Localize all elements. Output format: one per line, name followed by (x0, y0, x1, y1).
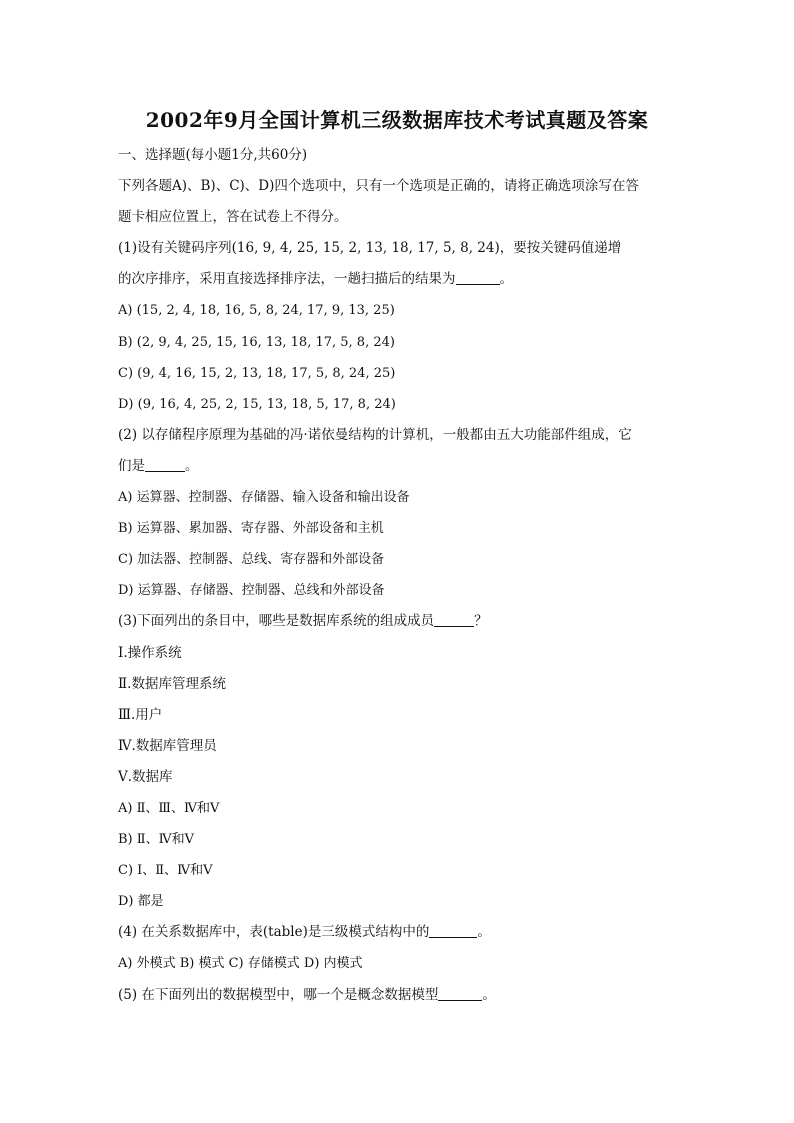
question-3-item-2: Ⅱ.数据库管理系统 (118, 675, 226, 692)
question-3-stem-end: ？ (474, 613, 488, 630)
question-5-stem-text: (5) 在下面列出的数据模型中，哪一个是概念数据模型 (118, 986, 439, 1003)
instructions-line-1: 下列各题A)、B)、C)、D)四个选项中，只有一个选项是正确的，请将正确选项涂写在答 (118, 178, 639, 195)
question-4-stem-text: (4) 在关系数据库中，表(table)是三级模式结构中的 (118, 924, 430, 941)
question-3-stem-text: (3)下面列出的条目中，哪些是数据库系统的组成成员 (118, 613, 435, 630)
question-1-option-c: C) (9, 4, 16, 15, 2, 13, 18, 17, 5, 8, 24, 25) (118, 365, 396, 381)
question-5-stem-end: 。 (482, 986, 496, 1003)
question-2-stem-text: 们是 (118, 457, 145, 474)
question-3-option-b: B) Ⅱ、Ⅳ和Ⅴ (118, 832, 194, 848)
document-body (118, 140, 678, 1011)
question-1-option-b: B) (2, 9, 4, 25, 15, 16, 13, 18, 17, 5, 8, 24) (118, 334, 395, 350)
question-1-option-a: A) (15, 2, 4, 18, 16, 5, 8, 24, 17, 9, 13, 25) (118, 303, 395, 319)
question-2-option-c: C) 加法器、控制器、总线、寄存器和外部设备 (118, 552, 385, 568)
answer-blank (456, 271, 500, 286)
question-4-stem-end: 。 (477, 924, 491, 941)
question-4-stem (118, 917, 678, 948)
question-1-stem-line-1: (1)设有关键码序列(16, 9, 4, 25, 15, 2, 13, 18, 17, 5, 8, 24)，要按关键码值递增 (118, 240, 622, 257)
question-1-stem-line-2 (118, 264, 678, 295)
question-1-stem-text: 的次序排序，采用直接选择排序法，一趟扫描后的结果为 (118, 271, 456, 288)
question-1-option-d: D) (9, 16, 4, 25, 2, 15, 13, 18, 5, 17, 8, 24) (118, 396, 396, 412)
question-2-option-b: B) 运算器、累加器、寄存器、外部设备和主机 (118, 521, 384, 537)
question-3-option-c: C) Ⅰ、Ⅱ、Ⅳ和Ⅴ (118, 863, 213, 879)
question-2-option-a: A) 运算器、控制器、存储器、输入设备和输出设备 (118, 490, 410, 506)
question-3-item-3: Ⅲ.用户 (118, 706, 163, 723)
question-2-stem-line-1: (2) 以存储程序原理为基础的冯·诺依曼结构的计算机，一般都由五大功能部件组成，它 (118, 426, 632, 443)
question-1-stem-end: 。 (499, 271, 513, 288)
document-title: 2002年9月全国计算机三级数据库技术考试真题及答案 (145, 108, 649, 132)
answer-blank (429, 924, 477, 939)
answer-blank (438, 986, 482, 1001)
question-2-option-d: D) 运算器、存储器、控制器、总线和外部设备 (118, 583, 385, 599)
question-3-option-d: D) 都是 (118, 894, 164, 910)
question-3-stem (118, 606, 678, 637)
answer-blank (145, 457, 185, 472)
instructions-line-2: 题卡相应位置上，答在试卷上不得分。 (118, 209, 348, 226)
question-2-stem-end: 。 (185, 457, 199, 474)
answer-blank (434, 613, 474, 628)
section-heading: 一、选择题(每小题1分,共60分) (118, 147, 308, 163)
question-3-item-1: Ⅰ.操作系统 (118, 644, 182, 661)
question-3-option-a: A) Ⅱ、Ⅲ、Ⅳ和Ⅴ (118, 800, 220, 816)
question-4-options: A) 外模式 B) 模式 C) 存储模式 D) 内模式 (118, 956, 363, 972)
question-3-item-4: Ⅳ.数据库管理员 (118, 737, 217, 754)
question-3-item-5: Ⅴ.数据库 (118, 768, 173, 785)
question-5-stem (118, 980, 678, 1011)
question-2-stem-line-2 (118, 451, 678, 482)
